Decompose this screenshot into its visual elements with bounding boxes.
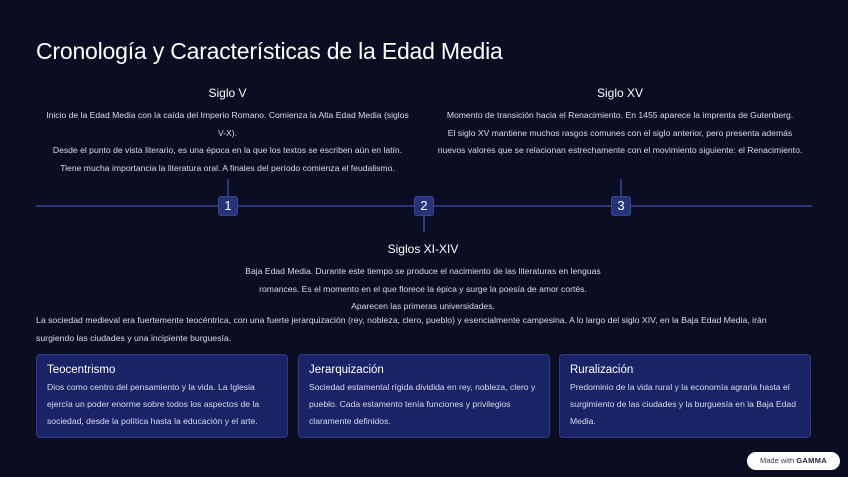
timeline-connector [423, 215, 425, 232]
timeline-marker-1: 1 [218, 196, 238, 216]
card-title: Ruralización [570, 364, 634, 376]
event-heading: Siglo V [208, 86, 247, 100]
event-paragraph: Baja Edad Media. Durante este tiempo se produce el nacimiento de las literaturas en lenguas romances. Es el momento en el que florece la épica y surge la poesía de amor cortés. [245, 266, 601, 294]
event-paragraph: Desde el punto de vista literario, es una época en la que los textos se escriben aún en latín. Tiene mucha importancia la literatura oral. A finales del período comienza el feudalismo. [52, 145, 403, 173]
timeline-connector [620, 179, 622, 197]
timeline-event-1 [45, 86, 410, 177]
feature-card-jerarquizacion [298, 354, 550, 438]
summary-paragraph: La sociedad medieval era fuertemente teocéntrica, con una fuerte jerarquización (rey, nobleza, clero, pueblo) y esencialmente campesina. A lo largo del siglo XIV, en la Baja Edad Media, irán surgiendo las ciudades y una incipiente burguesía. [36, 315, 767, 343]
event-paragraph: Inicio de la Edad Media con la caída del Imperio Romano. Comienza la Alta Edad Media (siglos V-X). [46, 110, 409, 138]
timeline-event-2 [228, 242, 618, 316]
event-heading: Siglo XV [596, 86, 644, 100]
feature-card-teocentrismo [36, 354, 288, 438]
event-paragraph: El siglo XV mantiene muchos rasgos comunes con el siglo anterior, pero presenta además nuevos valores que se relacionan estrechamente con el movimiento siguiente: el Renacimiento. [437, 127, 803, 155]
event-body [436, 107, 804, 160]
event-body [45, 107, 410, 177]
event-paragraph: Momento de transición hacia el Renacimiento. En 1455 aparece la imprenta de Gutenberg. [446, 110, 794, 120]
card-text: Predominio de la vida rural y la economía agraria hasta el surgimiento de las ciudades y la burguesía en la Baja Edad Media. [570, 382, 796, 426]
timeline-marker-2: 2 [414, 196, 434, 216]
card-title: Teocentrismo [47, 364, 116, 376]
event-paragraph: Aparecen las primeras universidades. [351, 301, 495, 311]
page-title: Cronología y Características de la Edad Media [36, 38, 503, 64]
badge-prefix: Made with [760, 456, 795, 465]
made-with-gamma-badge[interactable] [747, 452, 840, 470]
card-title: Jerarquización [309, 364, 384, 376]
card-text: Sociedad estamental rígida dividida en rey, nobleza, clero y pueblo. Cada estamento tenía funciones y privilegios claramente definidos. [309, 382, 536, 426]
gamma-logo: GAMMA [796, 456, 827, 465]
event-heading: Siglos XI-XIV [387, 242, 459, 256]
timeline-marker-3: 3 [611, 196, 631, 216]
feature-card-ruralizacion [559, 354, 811, 438]
timeline-event-3 [436, 86, 804, 160]
card-text: Dios como centro del pensamiento y la vida. La Iglesia ejercía un poder enorme sobre todos los aspectos de la sociedad, desde la política hasta la educación y el arte. [47, 382, 260, 426]
event-body [228, 263, 618, 316]
timeline-connector [227, 179, 229, 197]
